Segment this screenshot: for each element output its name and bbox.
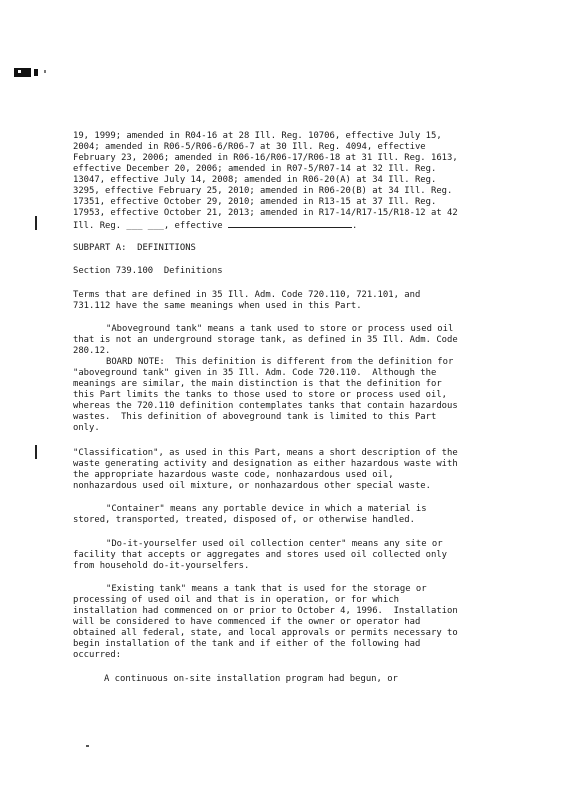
intro-line: 731.112 have the same meanings when used in this Part. xyxy=(73,301,362,311)
diy-center-line: from household do-it-yourselfers. xyxy=(73,561,250,571)
aboveground-tank-line: 280.12. xyxy=(73,346,111,356)
diy-center-line: "Do-it-yourselfer used oil collection center" means any site or xyxy=(106,539,443,549)
revision-margin-bar xyxy=(35,445,37,459)
scan-speck xyxy=(86,745,89,747)
subpart-heading: SUBPART A: DEFINITIONS xyxy=(73,243,196,253)
corner-scan-mark xyxy=(14,67,48,78)
board-note-line: BOARD NOTE: This definition is different from the definition for xyxy=(106,357,454,367)
board-note-line: meanings are similar, the main distinction is that the definition for xyxy=(73,379,442,389)
history-line: 17351, effective October 29, 2010; amended in R13-15 at 37 Ill. Reg. xyxy=(73,197,437,207)
intro-line: Terms that are defined in 35 Ill. Adm. Code 720.110, 721.101, and xyxy=(73,290,421,300)
aboveground-tank-line: that is not an underground storage tank, as defined in 35 Ill. Adm. Code xyxy=(73,335,458,345)
effective-date-blank xyxy=(228,219,352,228)
classification-line: the appropriate hazardous waste code, nonhazardous used oil, xyxy=(73,470,394,480)
board-note-line: this Part limits the tanks to those used to store or process used oil, xyxy=(73,390,448,400)
existing-tank-line: "Existing tank" means a tank that is used for the storage or xyxy=(106,584,427,594)
board-note-line: only. xyxy=(73,423,100,433)
history-line: 17953, effective October 21, 2013; amended in R17-14/R17-15/R18-12 at 42 xyxy=(73,208,458,218)
existing-tank-line: begin installation of the tank and if either of the following had xyxy=(73,639,421,649)
container-line: "Container" means any portable device in which a material is xyxy=(106,504,427,514)
board-note-line: wastes. This definition of aboveground tank is limited to this Part xyxy=(73,412,437,422)
diy-center-line: facility that accepts or aggregates and stores used oil collected only xyxy=(73,550,448,560)
history-line-last xyxy=(73,219,357,232)
classification-line: waste generating activity and designation as either hazardous waste with xyxy=(73,459,458,469)
existing-tank-line: will be considered to have commenced if the owner or operator had xyxy=(73,617,421,627)
container-line: stored, transported, treated, disposed of, or otherwise handled. xyxy=(73,515,415,525)
history-line: 2004; amended in R06-5/R06-6/R06-7 at 30 Ill. Reg. 4094, effective xyxy=(73,142,426,152)
aboveground-tank-line: "Aboveground tank" means a tank used to store or process used oil xyxy=(106,324,454,334)
board-note-line: "aboveground tank" given in 35 Ill. Adm. Code 720.110. Although the xyxy=(73,368,437,378)
classification-line: "Classification", as used in this Part, means a short description of the xyxy=(73,448,458,458)
classification-line: nonhazardous used oil mixture, or nonhazardous other special waste. xyxy=(73,481,431,491)
continuous-installation-line: A continuous on-site installation program had begun, or xyxy=(104,674,398,684)
section-heading: Section 739.100 Definitions xyxy=(73,266,223,276)
history-line: 19, 1999; amended in R04-16 at 28 Ill. Reg. 10706, effective July 15, xyxy=(73,131,442,141)
history-line: February 23, 2006; amended in R06-16/R06-17/R06-18 at 31 Ill. Reg. 1613, xyxy=(73,153,458,163)
history-line: 3295, effective February 25, 2010; amended in R06-20(B) at 34 Ill. Reg. xyxy=(73,186,453,196)
existing-tank-line: obtained all federal, state, and local approvals or permits necessary to xyxy=(73,628,458,638)
history-line: 13047, effective July 14, 2008; amended in R06-20(A) at 34 Ill. Reg. xyxy=(73,175,437,185)
revision-margin-bar xyxy=(35,216,37,230)
history-line: effective December 20, 2006; amended in R07-5/R07-14 at 32 Ill. Reg. xyxy=(73,164,437,174)
existing-tank-line: installation had commenced on or prior to October 4, 1996. Installation xyxy=(73,606,458,616)
existing-tank-line: processing of used oil and that is in operation, or for which xyxy=(73,595,399,605)
board-note-line: whereas the 720.110 definition contemplates tanks that contain hazardous xyxy=(73,401,458,411)
history-last-prefix: Ill. Reg. ___ ___, effective xyxy=(73,221,228,231)
history-last-suffix: . xyxy=(351,221,358,231)
existing-tank-line: occurred: xyxy=(73,650,122,660)
